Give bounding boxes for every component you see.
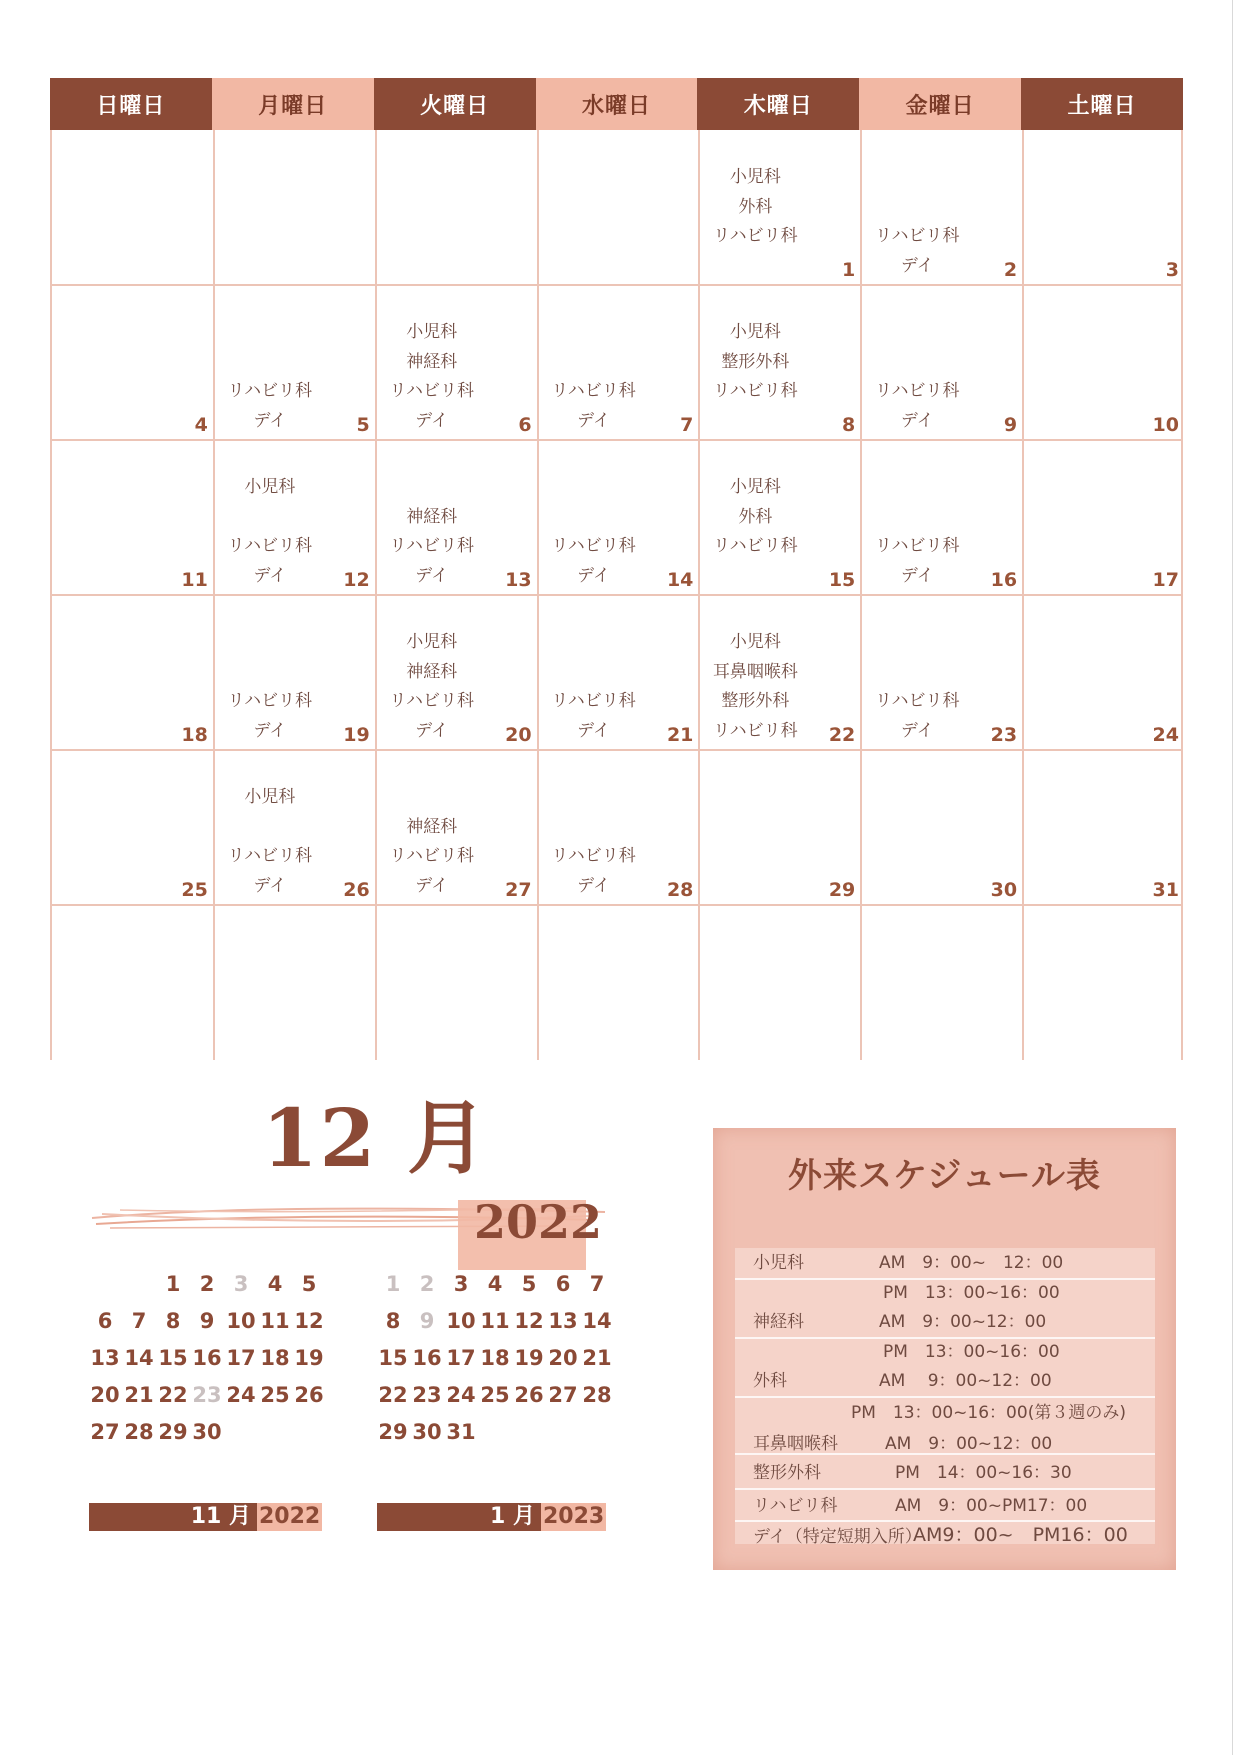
mini-day: 29: [158, 1420, 188, 1444]
day-cell: [861, 595, 1023, 750]
clinic-entry: リハビリ科: [227, 381, 313, 401]
day-number: 12: [343, 569, 370, 591]
day-cell: [376, 595, 538, 750]
day-clinic-list: [376, 473, 488, 591]
day-number: 6: [518, 414, 532, 436]
clinic-entry: デイ: [900, 255, 934, 276]
clinic-entry: [538, 658, 650, 688]
day-number: 26: [343, 879, 370, 901]
mini-day: 23: [412, 1383, 442, 1407]
outpatient-schedule-panel: [713, 1128, 1176, 1570]
schedule-department: 耳鼻咽喉科: [753, 1434, 838, 1454]
mini-day: 10: [446, 1309, 476, 1333]
day-cell: [699, 905, 861, 1060]
mini-day: 25: [260, 1383, 290, 1407]
mini-day: 28: [582, 1383, 612, 1407]
schedule-hours: AM 9：00~12：00: [879, 1312, 1047, 1332]
mini-day: 27: [90, 1420, 120, 1444]
mini-day: 16: [192, 1346, 222, 1370]
mini-day: 19: [514, 1346, 544, 1370]
weekday-thursday: 木曜日: [697, 78, 859, 130]
clinic-entry: デイ: [577, 720, 610, 741]
day-number: 2: [1003, 259, 1018, 281]
schedule-department: 外科: [753, 1371, 787, 1391]
weekday-header-row: [50, 78, 1183, 130]
clinic-entry: デイ: [415, 875, 449, 896]
day-cell: [699, 285, 861, 440]
day-cell: [1023, 130, 1185, 285]
day-number: 24: [1152, 724, 1179, 746]
clinic-entry: デイ: [577, 565, 610, 586]
day-cell: [699, 750, 861, 905]
day-cell: [861, 750, 1023, 905]
mini-day: 22: [378, 1383, 408, 1407]
schedule-hours: AM9：00~ PM16：00: [913, 1524, 1128, 1546]
mini-day: 9: [199, 1309, 215, 1333]
clinic-entry: 外科: [738, 196, 773, 217]
day-cell: [1023, 750, 1185, 905]
mini-day: 11: [260, 1309, 290, 1333]
day-cell: [214, 595, 376, 750]
day-number: 29: [828, 879, 856, 901]
day-clinic-list: [214, 473, 326, 591]
day-number: 21: [666, 724, 694, 746]
mini-day: 10: [226, 1309, 256, 1333]
clinic-entry: 小児科: [729, 167, 781, 187]
clinic-entry: [538, 783, 650, 813]
clinic-entry: [214, 503, 326, 533]
schedule-divider: [735, 1488, 1155, 1490]
clinic-entry: リハビリ科: [227, 691, 313, 711]
schedule-hours: AM 9：00~ 12：00: [879, 1253, 1064, 1273]
day-cell: [699, 440, 861, 595]
day-cell: [376, 130, 538, 285]
schedule-hours: PM 13：00~16：00(第３週のみ): [851, 1403, 1126, 1423]
day-clinic-list: [538, 783, 650, 901]
mini-day: 17: [446, 1346, 476, 1370]
clinic-entry: リハビリ科: [875, 381, 960, 401]
clinic-entry: [699, 252, 811, 282]
schedule-hours: AM 9：00~12：00: [885, 1434, 1053, 1454]
mini-day: 8: [385, 1309, 401, 1333]
day-cell: [376, 440, 538, 595]
day-number: 19: [343, 724, 370, 746]
clinic-entry: 小児科: [729, 632, 781, 652]
clinic-entry: 小児科: [729, 322, 781, 342]
day-clinic-list: [861, 163, 973, 281]
day-clinic-list: [861, 473, 973, 591]
mini-day: 12: [514, 1309, 544, 1333]
day-cell: [376, 905, 538, 1060]
mini-day: 4: [267, 1272, 283, 1296]
clinic-entry: 外科: [738, 506, 773, 527]
day-clinic-list: [699, 473, 811, 591]
day-cell: [52, 130, 214, 285]
day-cell: [52, 750, 214, 905]
page-edge: [1232, 0, 1233, 1755]
clinic-entry: [861, 193, 973, 223]
day-clinic-list: [214, 318, 326, 436]
mini-day: 14: [124, 1346, 154, 1370]
day-clinic-list: [376, 628, 488, 746]
clinic-entry: 小児科: [244, 477, 296, 497]
day-cell: [538, 905, 700, 1060]
day-clinic-list: [538, 318, 650, 436]
day-cell: [699, 595, 861, 750]
day-cell: [538, 595, 700, 750]
mini-day-holiday: 3: [233, 1272, 249, 1296]
day-cell: [699, 130, 861, 285]
clinic-entry: 小児科: [406, 322, 458, 342]
clinic-entry: [214, 348, 326, 378]
day-cell: [861, 130, 1023, 285]
day-cell: [1023, 595, 1185, 750]
day-number: 14: [666, 569, 694, 591]
schedule-hours: AM 9：00~PM17：00: [895, 1496, 1088, 1516]
clinic-entry: 神経科: [406, 661, 458, 682]
clinic-entry: 耳鼻咽喉科: [712, 661, 798, 682]
weekday-wednesday: 水曜日: [536, 78, 698, 130]
mini-day: 6: [97, 1309, 113, 1333]
clinic-entry: [861, 318, 973, 348]
day-number: 10: [1152, 414, 1179, 436]
mini-day: 29: [378, 1420, 408, 1444]
day-clinic-list: [861, 318, 973, 436]
day-clinic-list: [861, 628, 973, 746]
mini-day: 7: [131, 1309, 147, 1333]
clinic-entry: [538, 503, 650, 533]
clinic-entry: [538, 473, 650, 503]
mini-next-month-label: 1 月: [377, 1503, 541, 1531]
mini-calendar-next-label: [377, 1503, 606, 1531]
mini-day: 21: [124, 1383, 154, 1407]
day-number: 30: [990, 879, 1018, 901]
day-number: 18: [181, 724, 208, 746]
calendar-grid: [50, 130, 1183, 1060]
clinic-entry: デイ: [900, 410, 934, 431]
day-cell: [861, 905, 1023, 1060]
mini-day: 18: [480, 1346, 510, 1370]
clinic-entry: デイ: [253, 565, 287, 586]
clinic-entry: [214, 628, 326, 658]
clinic-entry: [214, 318, 326, 348]
day-clinic-list: [538, 473, 650, 591]
mini-day: 7: [589, 1272, 605, 1296]
day-clinic-list: [214, 628, 326, 746]
clinic-entry: リハビリ科: [551, 691, 636, 711]
schedule-department: 神経科: [753, 1312, 804, 1332]
day-cell: [1023, 440, 1185, 595]
day-cell: [52, 905, 214, 1060]
schedule-department: デイ（特定短期入所）: [753, 1527, 922, 1547]
mini-day: 19: [294, 1346, 324, 1370]
day-cell: [376, 285, 538, 440]
clinic-entry: リハビリ科: [551, 536, 636, 556]
clinic-entry: リハビリ科: [875, 226, 960, 246]
clinic-entry: 小児科: [406, 632, 458, 652]
schedule-department: 整形外科: [753, 1463, 821, 1483]
day-number: 15: [828, 569, 856, 591]
schedule-department: 小児科: [753, 1253, 804, 1273]
clinic-entry: デイ: [253, 410, 287, 431]
schedule-hours: PM 14：00~16：30: [895, 1463, 1072, 1483]
schedule-hours: PM 13：00~16：00: [883, 1342, 1060, 1362]
day-clinic-list: [699, 318, 811, 436]
mini-day-holiday: 23: [192, 1383, 222, 1407]
day-number: 3: [1165, 259, 1179, 281]
mini-day: 24: [446, 1383, 476, 1407]
schedule-hours: PM 13：00~16：00: [883, 1283, 1060, 1303]
mini-day: 15: [158, 1346, 188, 1370]
clinic-entry: リハビリ科: [713, 226, 798, 246]
mini-day: 25: [480, 1383, 510, 1407]
mini-day: 27: [548, 1383, 578, 1407]
clinic-entry: [538, 628, 650, 658]
day-number: 31: [1152, 879, 1179, 901]
clinic-entry: デイ: [900, 565, 934, 586]
clinic-entry: 神経科: [406, 351, 458, 372]
clinic-entry: 整形外科: [721, 691, 790, 711]
day-cell: [538, 440, 700, 595]
month-calendar: [50, 78, 1183, 1060]
clinic-entry: デイ: [415, 565, 449, 586]
clinic-entry: [538, 348, 650, 378]
mini-previous-year-label: 2022: [259, 1504, 321, 1529]
clinic-entry: リハビリ科: [713, 381, 798, 401]
clinic-entry: [861, 163, 973, 193]
mini-day-holiday: 2: [419, 1272, 435, 1296]
year-title: 2022: [474, 1195, 603, 1249]
clinic-entry: リハビリ科: [551, 846, 636, 866]
clinic-entry: [861, 503, 973, 533]
mini-day: 13: [90, 1346, 120, 1370]
mini-day: 30: [192, 1420, 222, 1444]
day-cell: [214, 440, 376, 595]
day-number: 11: [181, 569, 208, 591]
clinic-entry: リハビリ科: [389, 691, 474, 711]
mini-day: 24: [226, 1383, 256, 1407]
mini-day: 21: [582, 1346, 612, 1370]
day-number: 17: [1152, 569, 1179, 591]
day-number: 8: [842, 414, 856, 436]
clinic-entry: [861, 473, 973, 503]
clinic-entry: リハビリ科: [389, 536, 474, 556]
mini-day: 11: [480, 1309, 510, 1333]
weekday-tuesday: 火曜日: [374, 78, 536, 130]
mini-next-year-label: 2023: [543, 1504, 605, 1529]
clinic-entry: [376, 473, 488, 503]
clinic-entry: [538, 813, 650, 843]
mini-day: 5: [521, 1272, 537, 1296]
day-cell: [214, 130, 376, 285]
day-cell: [52, 285, 214, 440]
clinic-entry: リハビリ科: [875, 536, 960, 556]
clinic-entry: デイ: [900, 720, 934, 741]
day-cell: [538, 130, 700, 285]
clinic-entry: リハビリ科: [227, 536, 313, 556]
clinic-entry: デイ: [415, 720, 449, 741]
schedule-title: 外来スケジュール表: [788, 1156, 1101, 1196]
clinic-entry: リハビリ科: [713, 536, 798, 556]
mini-day: 28: [124, 1420, 154, 1444]
day-cell: [538, 750, 700, 905]
clinic-entry: [214, 813, 326, 843]
mini-day: 5: [301, 1272, 317, 1296]
weekday-monday: 月曜日: [212, 78, 374, 130]
mini-day: 2: [199, 1272, 215, 1296]
clinic-entry: 整形外科: [721, 351, 790, 372]
day-cell: [52, 440, 214, 595]
day-clinic-list: [699, 628, 811, 746]
day-clinic-list: [538, 628, 650, 746]
day-clinic-list: [699, 163, 811, 281]
mini-day: 16: [412, 1346, 442, 1370]
clinic-entry: [699, 562, 811, 592]
day-cell: [214, 750, 376, 905]
day-cell: [376, 750, 538, 905]
clinic-entry: デイ: [253, 875, 287, 896]
mini-calendar-previous-label: [89, 1503, 322, 1531]
clinic-entry: デイ: [415, 410, 449, 431]
clinic-entry: 神経科: [406, 816, 458, 837]
mini-day: 8: [165, 1309, 181, 1333]
day-cell: [214, 285, 376, 440]
mini-day: 6: [555, 1272, 571, 1296]
clinic-entry: [699, 407, 811, 437]
day-number: 22: [828, 724, 856, 746]
schedule-hours: AM 9：00~12：00: [879, 1371, 1052, 1391]
day-number: 13: [505, 569, 532, 591]
clinic-entry: [861, 348, 973, 378]
clinic-entry: [861, 628, 973, 658]
mini-day: 31: [446, 1420, 476, 1444]
mini-day: 13: [548, 1309, 578, 1333]
clinic-entry: [861, 658, 973, 688]
day-number: 4: [194, 414, 208, 436]
mini-day-holiday: 1: [385, 1272, 401, 1296]
day-number: 27: [505, 879, 532, 901]
clinic-entry: [538, 318, 650, 348]
clinic-entry: 神経科: [406, 506, 458, 527]
mini-day: 15: [378, 1346, 408, 1370]
mini-day: 1: [165, 1272, 181, 1296]
day-clinic-list: [376, 318, 488, 436]
day-clinic-list: [214, 783, 326, 901]
mini-previous-month-label: 11 月: [89, 1503, 257, 1531]
mini-day: 22: [158, 1383, 188, 1407]
clinic-entry: リハビリ科: [389, 846, 474, 866]
day-number: 1: [842, 259, 856, 281]
mini-day: 20: [548, 1346, 578, 1370]
clinic-entry: リハビリ科: [227, 846, 313, 866]
day-cell: [861, 440, 1023, 595]
mini-day: 17: [226, 1346, 256, 1370]
day-cell: [214, 905, 376, 1060]
mini-day: 4: [487, 1272, 503, 1296]
day-clinic-list: [376, 783, 488, 901]
day-number: 16: [990, 569, 1018, 591]
day-cell: [861, 285, 1023, 440]
clinic-entry: リハビリ科: [551, 381, 636, 401]
day-cell: [1023, 285, 1185, 440]
mini-day: 12: [294, 1309, 324, 1333]
clinic-entry: [376, 783, 488, 813]
weekday-sunday: 日曜日: [50, 78, 212, 130]
day-number: 28: [666, 879, 694, 901]
day-number: 25: [181, 879, 208, 901]
clinic-entry: リハビリ科: [389, 381, 474, 401]
schedule-department: リハビリ科: [753, 1496, 838, 1516]
day-number: 7: [680, 414, 694, 436]
mini-day: 3: [453, 1272, 469, 1296]
mini-day: 26: [514, 1383, 544, 1407]
clinic-entry: デイ: [577, 410, 610, 431]
mini-day: 20: [90, 1383, 120, 1407]
clinic-entry: 小児科: [244, 787, 296, 807]
mini-day-holiday: 9: [419, 1309, 435, 1333]
day-number: 9: [1003, 414, 1018, 436]
weekday-saturday: 土曜日: [1021, 78, 1183, 130]
mini-day: 14: [582, 1309, 612, 1333]
clinic-entry: リハビリ科: [713, 720, 798, 741]
day-number: 23: [990, 724, 1018, 746]
day-cell: [538, 285, 700, 440]
day-cell: [52, 595, 214, 750]
clinic-entry: デイ: [253, 720, 287, 741]
day-cell: [1023, 905, 1185, 1060]
mini-day: 18: [260, 1346, 290, 1370]
day-number: 20: [505, 724, 532, 746]
clinic-entry: リハビリ科: [875, 691, 960, 711]
clinic-entry: 小児科: [729, 477, 781, 497]
mini-day: 30: [412, 1420, 442, 1444]
weekday-friday: 金曜日: [859, 78, 1021, 130]
month-title: 12 月: [262, 1091, 490, 1185]
clinic-entry: [214, 658, 326, 688]
mini-day: 26: [294, 1383, 324, 1407]
day-number: 5: [356, 414, 370, 436]
clinic-entry: デイ: [577, 875, 610, 896]
